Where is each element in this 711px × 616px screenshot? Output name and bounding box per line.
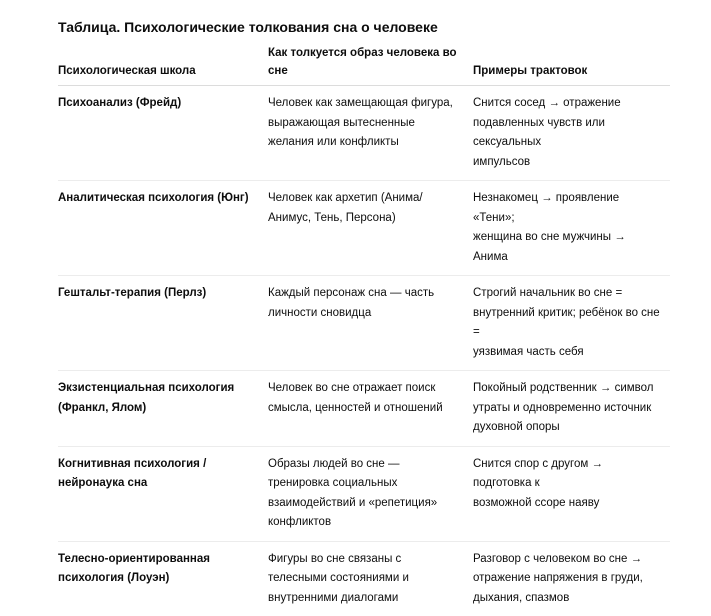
school-cell: Экзистенциальная психология (Франкл, Ялом) (58, 371, 268, 447)
table-row (58, 181, 670, 276)
interpretation-cell: Человек во сне отражает поиск смысла, ценностей и отношений (268, 371, 473, 447)
header-school: Психологическая школа (58, 44, 268, 86)
examples-cell: Незнакомец → проявление «Тени»; женщина во сне мужчины → Анима (473, 181, 670, 276)
school-cell: Гештальт-терапия (Перлз) (58, 276, 268, 371)
header-interpretation: Как толкуется образ человека во сне (268, 44, 473, 86)
table-title: Таблица. Психологические толкования сна о человеке (58, 19, 438, 35)
header-examples: Примеры трактовок (473, 44, 670, 86)
school-cell: Аналитическая психология (Юнг) (58, 181, 268, 276)
school-cell: Психоанализ (Фрейд) (58, 86, 268, 181)
examples-cell: Снится спор с другом → подготовка к возможной ссоре наяву (473, 446, 670, 541)
table-row (58, 371, 670, 447)
examples-cell: Покойный родственник → символ утраты и одновременно источник духовной опоры (473, 371, 670, 447)
table-row (58, 86, 670, 181)
school-cell: Когнитивная психология / нейронаука сна (58, 446, 268, 541)
table-row (58, 446, 670, 541)
examples-cell: Строгий начальник во сне = внутренний критик; ребёнок во сне = уязвимая часть себя (473, 276, 670, 371)
table-row (58, 541, 670, 616)
examples-cell: Снится сосед → отражение подавленных чувств или сексуальных импульсов (473, 86, 670, 181)
interpretation-cell: Образы людей во сне — тренировка социальных взаимодействий и «репетиция» конфликтов (268, 446, 473, 541)
table-row (58, 276, 670, 371)
interpretations-table (58, 44, 670, 616)
school-cell: Телесно-ориентированная психология (Лоуэн) (58, 552, 210, 584)
interpretation-cell: Фигуры во сне связаны с телесными состояниями и внутренними диалогами (268, 552, 409, 604)
interpretation-cell: Каждый персонаж сна — часть личности сновидца (268, 276, 473, 371)
examples-cell: Разговор с человеком во сне → отражение напряжения в груди, дыхания, спазмов (473, 552, 643, 604)
interpretation-cell: Человек как замещающая фигура, выражающая вытесненные желания или конфликты (268, 86, 473, 181)
table-header-row (58, 44, 670, 86)
interpretation-cell: Человек как архетип (Анима/ Анимус, Тень, Персона) (268, 181, 473, 276)
